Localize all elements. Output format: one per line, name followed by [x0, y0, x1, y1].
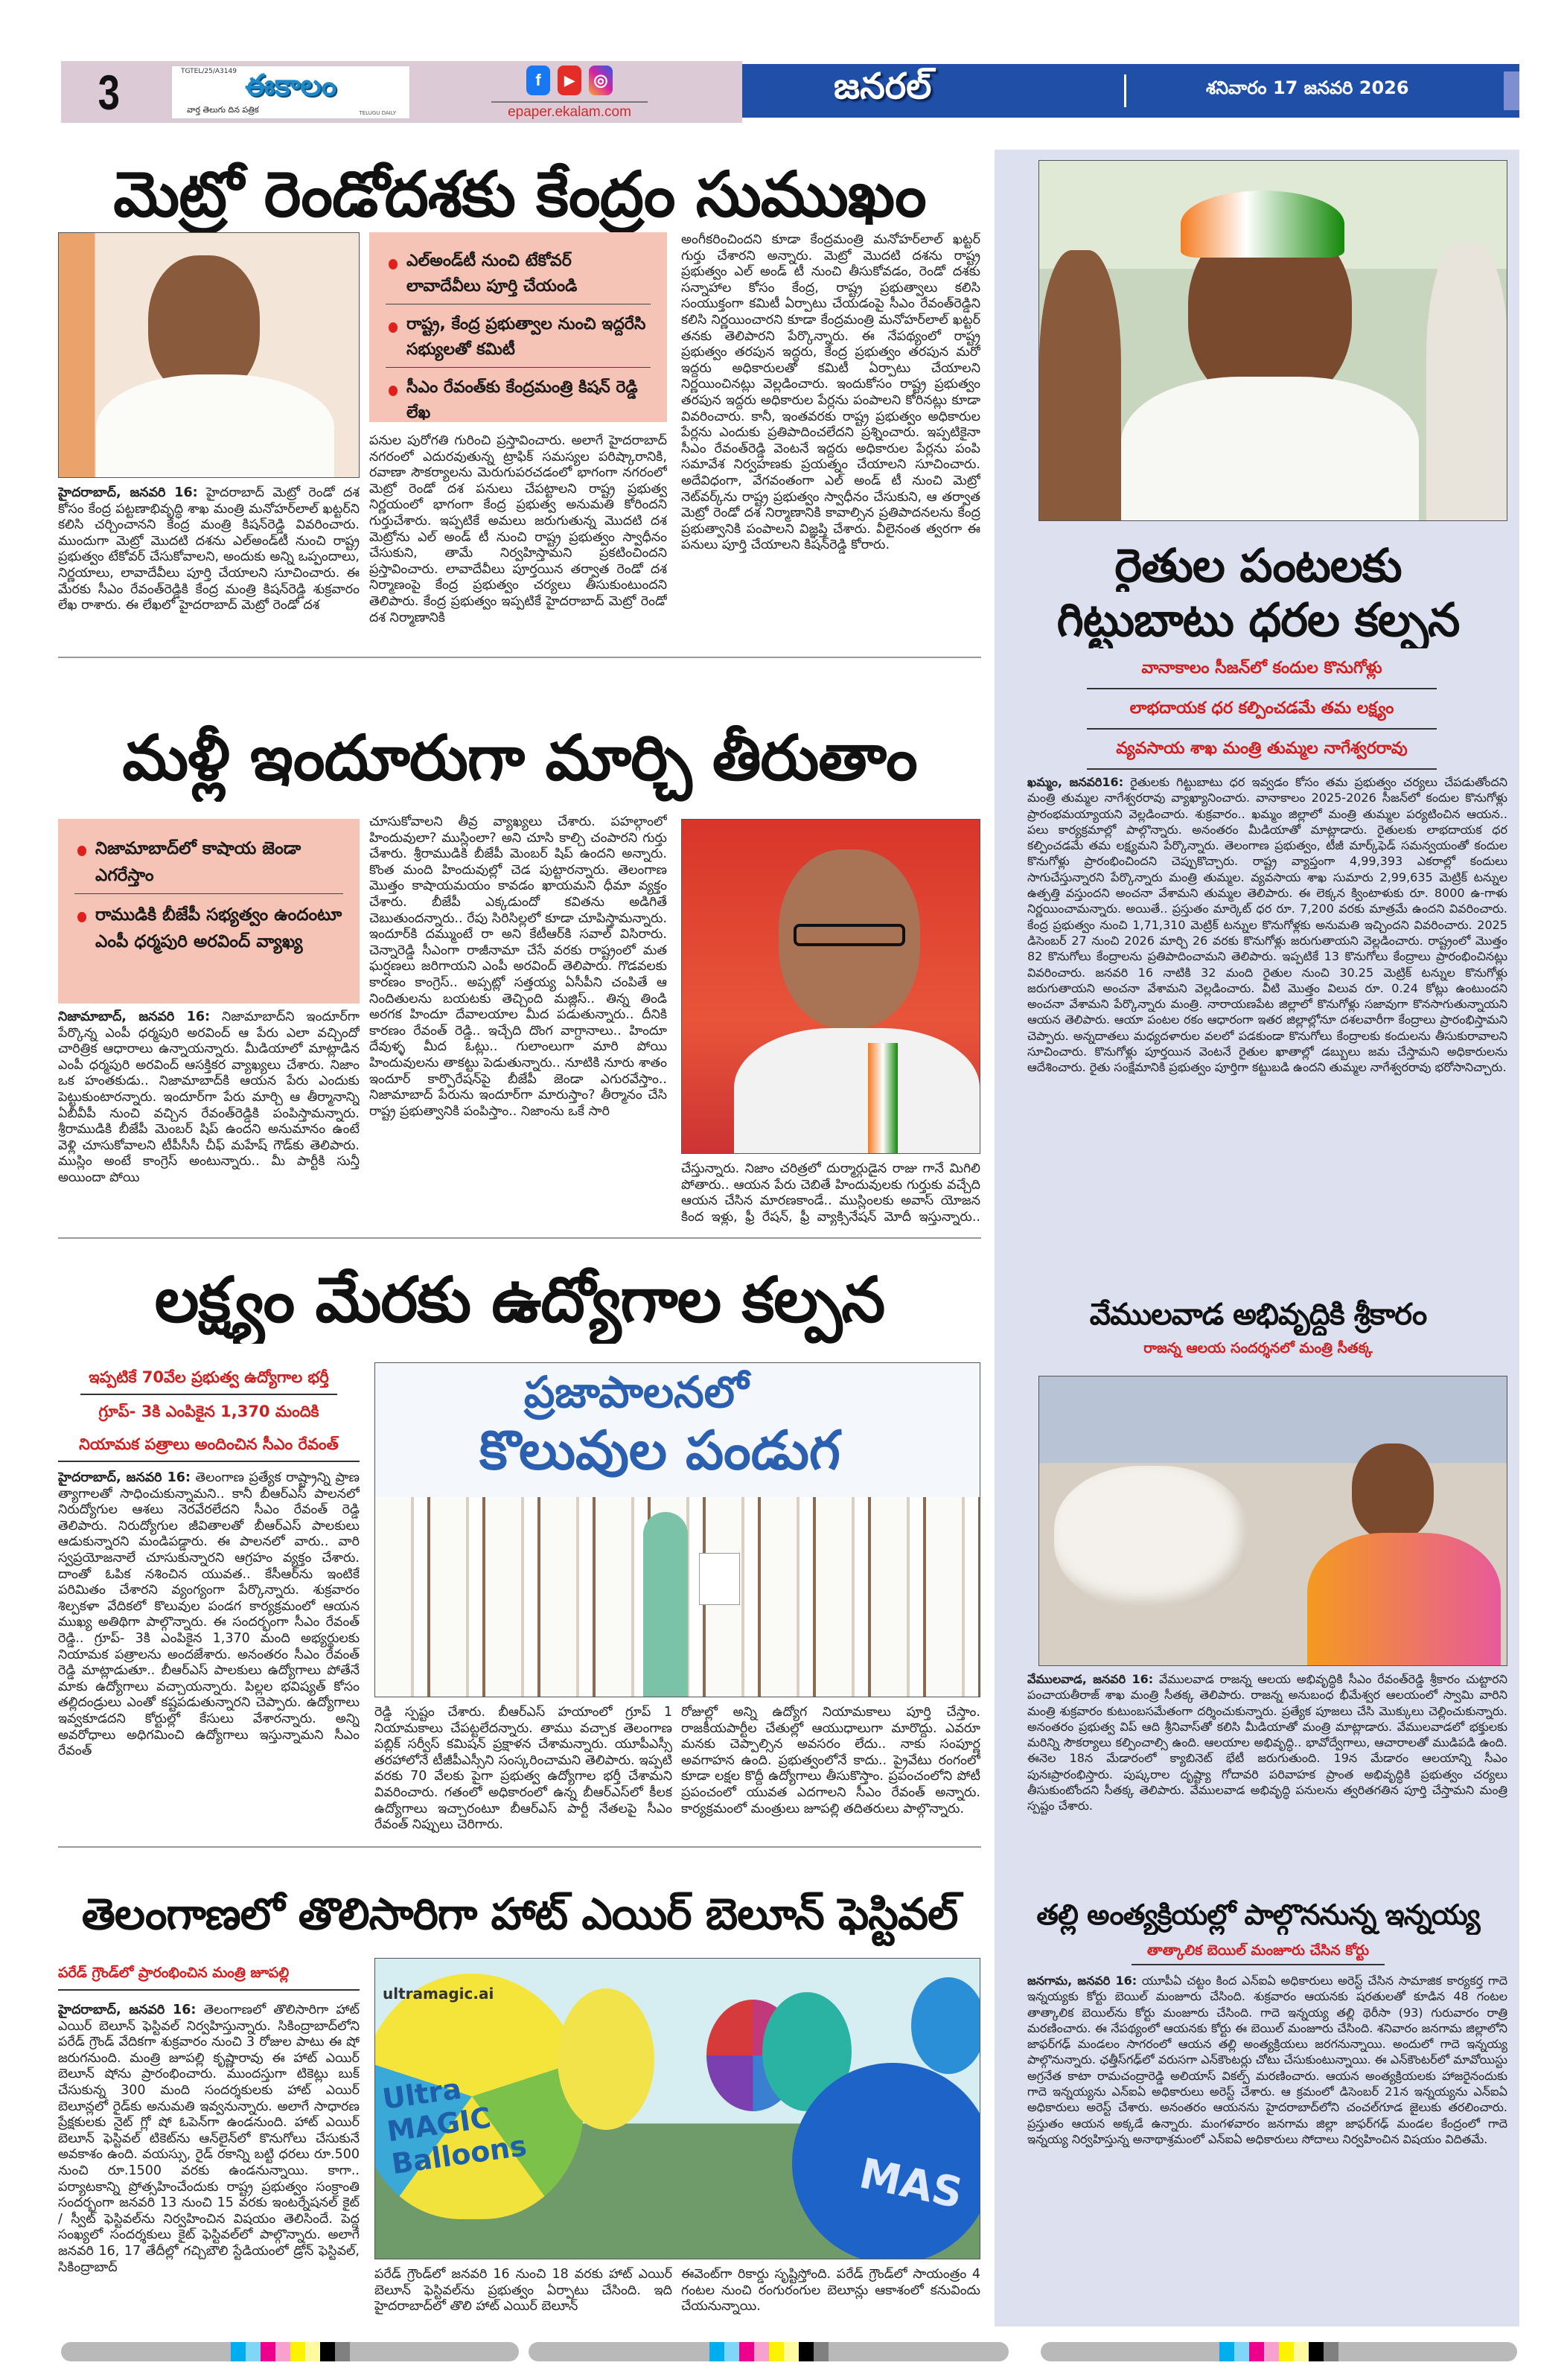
indur-body-col1 — [58, 1009, 360, 1225]
instagram-icon[interactable]: ◎ — [589, 66, 613, 95]
color-registration-swatch — [290, 2342, 305, 2361]
registration-bar-right — [1041, 2342, 1517, 2361]
jobs-subhead: ఇప్పటికే 70వేల ప్రభుత్వ ఉద్యోగాల భర్తీ — [80, 1361, 337, 1395]
highlight-bullet: నిజామాబాద్‌లో కాషాయ జెండా ఎగరేస్తాం — [74, 832, 343, 894]
vemulawada-body — [1027, 1671, 1507, 1880]
jobs-subheads — [58, 1361, 360, 1462]
tummala-photo — [1038, 160, 1507, 521]
photo-banner-text: కొలువుల పండుగ — [479, 1419, 840, 1481]
body-text: హైదరాబాద్ మెట్రో రెండో దశ కోసం కేంద్ర పట్టణాభివృద్ధి శాఖ మంత్రి మనోహర్‌లాల్ ఖట్టర్‌ని కలిసి చర్చించానని కేంద్ర మంత్రి కిషన్‌రెడ్డి వివరించారు. ముందుగా మెట్రో మొదటి దశను ఎల్‌అండ్‌టీ నుంచి రాష్ట్ర ప్రభుత్వం టేకోవర్ చేసుకోవాలని, అందుకు అన్ని ఒప్పందాలు, నిర్ణయాలు, లావాదేవీలు పూర్తి చేయాలని సూచించారు. ఈ మేరకు సీఎం రేవంత్‌రెడ్డికి కేంద్ర మంత్రి కిషన్‌రెడ్డి శుక్రవారం లేఖ రాశారు. ఈ లేఖలో హైదరాబాద్ మెట్రో రెండో దశ — [58, 485, 360, 613]
color-registration-swatch — [1219, 2342, 1234, 2361]
farmers-headline-line2: గిట్టుబాటు ధరల కల్పన — [1056, 593, 1460, 647]
color-registration-swatch — [261, 2342, 275, 2361]
body-text: తెలంగాణలో తొలిసారిగా హాట్ ఎయిర్ బెలూన్ ఫెస్టివల్ నిర్వహిస్తున్నారు. సికింద్రాబాద్‌లోని పరేడ్ గ్రౌండ్ వేదికగా శుక్రవారం నుంచి 3 రోజుల పాటు ఈ షో జరుగనుంది. మంత్రి జూపల్లి కృష్ణారావు ఈ హాట్ ఎయిర్ బెలూన్ షోను ప్రారంభించారు. ముందస్తుగా టికెట్లు బుక్ చేసుకున్న 300 మంది సందర్శకులకు హాట్ ఎయిర్ బెలూన్లలో రైడ్‌కు అనుమతి ఇవ్వనున్నారు. అలాగే సాధారణ ప్రేక్షకులకు నైట్ గ్లో షో ఓపెన్‌గా ఉండనుంది. హాట్ ఎయిర్ బెలూన్ ఫెస్టివల్ టికెట్‌ను ఆన్‌లైన్‌లో కొనుగోలు చేసుకునే అవకాశం ఉంది. వయస్సు, రైడ్ రకాన్ని బట్టి ధరలు రూ.500 నుంచి రూ.1500 వరకు ఉండనున్నాయి. కాగా.. పర్యాటకాన్ని ప్రోత్సహించేందుకు రాష్ట్ర ప్రభుత్వం సంక్రాంతి సందర్భంగా జనవరి 13 నుంచి 15 వరకు ఇంటర్నేషనల్ కైట్ / స్వీట్ ఫెస్టివల్‌ను నిర్వహించిన విషయం తెలిసిందే. పెద్ద సంఖ్యలో సందర్శకులు కైట్ ఫెస్టివల్‌లో పాల్గొన్నారు. అలాగే జనవరి 16, 17 తేదీల్లో గచ్చిబౌలి స్టేడియంలో డ్రోన్ ఫెస్టివల్, సికింద్రాబాద్ — [58, 2003, 360, 2275]
seethakka-temple-photo — [1038, 1376, 1507, 1666]
section-divider — [58, 657, 981, 658]
job-letters-event-photo — [374, 1362, 980, 1697]
color-registration-swatch — [814, 2342, 829, 2361]
dateline: జనగామ, జనవరి 16: — [1027, 1974, 1137, 1988]
indur-body-col3: చేస్తున్నారు. నిజాం చరిత్రలో దుర్మార్గుడైన రాజు గానే మిగిలి పోతారు.. ఆయన పేరు చెబితే హిందువులకు గుర్తుకు వచ్చేది ఆయన చేసిన మారణకాండే.. ముస్లింలకు అవాస్ యోజన కింద ఇళ్లు, ఫ్రీ రేషన్, ఫ్రీ వ్యాక్సినేషన్ మోదీ ఇస్తున్నారు.. — [681, 1161, 980, 1225]
color-registration-swatch — [799, 2342, 814, 2361]
jobs-body-col3: రోజుల్లో అన్ని ఉద్యోగ నియామకాలు పూర్తి చేస్తాం. రాజకీయపార్టీల చేతుల్లో ఆయుధాలుగా మారొద్దు. ఎవరూ మనకు చెప్పాల్సిన అవసరం లేదు.. నాకు సంపూర్ణ అవగాహన ఉంది. ప్రభుత్వంలోనే కాదు.. ప్రైవేటు రంగంలో కూడా లక్షల కొద్దీ ఉద్యోగాలు తీసుకొస్తాం. ప్రపంచంలోని పోటీ ప్రపంచంలో యువత ఎదగాలని సీఎం రేవంత్ అన్నారు. కార్యక్రమంలో మంత్రులు జూపల్లి తదితరులు పాల్గొన్నారు. — [681, 1705, 980, 1816]
balloon-body-col1 — [58, 2003, 360, 2321]
highlight-bullet: రాష్ట్ర, కేంద్ర ప్రభుత్వాల నుంచి ఇద్దరేసి సభ్యులతో కమిటీ — [386, 309, 651, 368]
color-registration-swatch — [769, 2342, 784, 2361]
section-title: జనరల్ — [834, 66, 932, 107]
color-registration-swatch — [305, 2342, 320, 2361]
body-text: యూపీఏ చట్టం కింద ఎన్ఐఏ అధికారులు అరెస్ట్ చేసిన సామాజిక కార్యకర్త గాదె ఇన్నయ్యకు కోర్టు బెయిల్ మంజూరు చేసింది. శుక్రవారం ఆయనకు షరతులతో కూడిన 48 గంటల తాత్కాలిక బెయిల్‌ను కోర్టు మంజూరు చేసింది. గాదె ఇన్నయ్య తల్లి థెరీసా (93) గురువారం రాత్రి మరణించారు. ఈ నేపథ్యంలో ఆయనకు కోర్టు ఈ బెయిల్ మంజూరు చేసింది. శనివారం జనగామ జిల్లాలోని జాఫర్‌గఢ్ మండలం సాగరంలో ఆయన తల్లి అంత్యక్రియలు జరగనున్నాయి. అందులో గాదె ఇన్నయ్య పాల్గొనున్నారు. ఛత్తీస్‌గఢ్‌లో వరుసగా ఎన్‌కౌంటర్లు చోటు చేసుకుంటున్నాయి. ఈ ఎన్‌కౌంటర్‌లో మావోయిస్టు అగ్రనేత కాటా రామచంద్రారెడ్డి అలియాస్ వికల్ప్ మరణించారు. ఆయన అంత్యక్రియలకు హాజరైనందుకు గాదె ఇన్నయ్యను ఎన్ఐఏ అధికారులు అరెస్ట్ చేశారు. ఆ క్రమంలో డిసెంబర్ 21న ఇన్నయ్యను ఎన్ఐఏ అధికారులు అరెస్ట్ చేశారు. అనంతరం ఆయనను హైదరాబాద్‌లోని చంచల్‌గూడ జైలుకు తరలించారు. ప్రస్తుతం ఆయన అక్కడే ఉన్నారు. మంగళవారం జనగామ జిల్లా జాఫర్‌గఢ్ మండల కేంద్రంలో గాదె ఇన్నయ్య నిర్వహిస్తున్న అనాథాశ్రమంలో ఎన్ఐఏ అధికారులు సోదాలు నిర్వహించిన విషయం విదితమే. — [1027, 1974, 1507, 2146]
jobs-headline: లక్ష్యం మేరకు ఉద్యోగాల కల్పన — [154, 1263, 885, 1336]
balloon-subhead: పరేడ్ గ్రౌండ్‌లో ప్రారంభించిన మంత్రి జూపల్లి — [58, 1956, 360, 1991]
kishan-reddy-photo — [58, 232, 360, 478]
body-text: తెలంగాణ ప్రత్యేక రాష్ట్రాన్ని ప్రాణ త్యాగాలతో సాధించుకున్నామని.. కానీ బీఆర్ఎస్ పాలనలో నిరుద్యోగుల ఆశలు నెరవేరలేదని సీఎం రేవంత్ రెడ్డి తెలిపారు. నిరుద్యోగుల జీవితాలతో బీఆర్ఎస్ పాలకులు ఆడుకున్నారని మండిపడ్డారు. ఈ పాలనలో వారు.. వారి స్వప్రయోజనాలే చూసుకున్నారని ఆగ్రహం వ్యక్తం చేశారు. దాంతో ఓపిక నశించిన యువత.. కేసీఆర్‌ను ఇంటికే పరిమితం చేశారని వ్యంగ్యంగా పేర్కొన్నారు. శుక్రవారం శిల్పకళా వేదికలో కొలువుల పండగ కార్యక్రమంలో ఆయన ముఖ్య అతిథిగా పాల్గొన్నారు. ఈ సందర్భంగా సీఎం రేవంత్ రెడ్డి.. గ్రూప్- 3కి ఎంపికైన 1,370 మంది అభ్యర్థులకు నియామక పత్రాలను అందజేశారు. అనంతరం సీఎం రేవంత్ రెడ్డి మాట్లాడుతూ.. బీఆర్ఎస్ పాలకులు ఉద్యోగాలు పోతేనే మాకు ఉద్యోగాలు వచ్చాయన్నారు. పిల్లల భవిష్యత్ కోసం తల్లిదండ్రులు ఎంతో కష్టపడుతున్నారని చెప్పారు. ఉద్యోగాలు ఇవ్వకూడదని కోర్టుల్లో కేసులు వేశారన్నారు. అన్ని అవరోధాలు అధిగమించి ఉద్యోగాలు ఇస్తున్నామని సీఎం రేవంత్ — [58, 1470, 360, 1759]
dateline: హైదరాబాద్, జనవరి 16: — [58, 2003, 197, 2017]
indur-highlights-box — [58, 819, 360, 1004]
issue-date: శనివారం 17 జనవరి 2026 — [1206, 77, 1409, 98]
color-registration-swatch — [1279, 2342, 1294, 2361]
balloon-headline: తెలంగాణలో తొలిసారిగా హాట్ ఎయిర్ బెలూన్ ఫెస్టివల్ — [81, 1889, 958, 1939]
color-registration-swatch — [1294, 2342, 1309, 2361]
logo-registration: TGTEL/25/A3149 — [181, 68, 237, 75]
color-registration-swatch — [1234, 2342, 1249, 2361]
section-divider — [58, 1237, 981, 1239]
body-text: నిజామాబాద్‌ని ఇందూర్‌గా పేర్కొన్న ఎంపీ ధర్మపురి అరవింద్ ఆ పేరు ఎలా వచ్చిందో చారిత్రిక ఆధారాలు ఉన్నాయన్నారు. మీడియాలో మాట్లాడిన ఎంపీ ధర్మపురి అరవింద్ ఆసక్తికర వ్యాఖ్యలు చేశారు. నిజాం ఒక హంతకుడు.. నిజామాబాద్‌కి ఆయన పేరు ఎందుకు పెట్టుకుంటారన్నారు. ఇందూర్‌గా పేరు మార్చి ఆ తీర్మానాన్ని ఏబీవీపీ నుంచి వచ్చిన రేవంత్‌రెడ్డికి పంపిస్తామన్నారు. శ్రీరాముడికి బీజేపీ మెంబర్ షిప్ ఉందని అనుమానం ఉంటే వెళ్లి చూసుకోవాలని టీపీసీసీ చీఫ్ మహేష్ గౌడ్‌కు తెలిపారు. ముస్లిం అంటే కాంగ్రెస్ అంటున్నారు.. మీ పార్టీకి సున్తీ అయిందా పోయి — [58, 1009, 360, 1185]
balloon-body-col3: ఈవెంట్‌గా రికార్డు సృష్టిస్తోంది. పరేడ్ గ్రౌండ్‌లో సాయంత్రం 4 గంటల నుంచి రంగురంగుల బెలూన్లు ఆకాశంలో కనువిందు చేయనున్నాయి. — [681, 2267, 980, 2314]
color-registration-swatch — [1249, 2342, 1264, 2361]
color-registration-swatch — [724, 2342, 739, 2361]
page-number: 3 — [98, 65, 121, 120]
metro-body-col2: పనుల పురోగతి గురించి ప్రస్తావించారు. అలాగే హైదరాబాద్ నగరంలో ఎదురవుతున్న ట్రాఫిక్ సమస్యల పరిష్కారానికి, రవాణా సౌకర్యాలను మెరుగుపరచడంలో భాగంగా నగరంలో మెట్రో రెండో దశ పనులు చేపట్టాలని రాష్ట్ర ప్రభుత్వ నిర్ణయంలో భాగంగా కేంద్ర ప్రభుత్వ అనుమతి కోరిందని గుర్తుచేశారు. ఇప్పటికే అమలు జరుగుతున్న మొదటి దశ మెట్రోను ఎల్ అండ్ టీ నుంచి రాష్ట్ర ప్రభుత్వం స్వాధీనం చేసుకుని, తామే నిర్వహిస్తామని ప్రకటించిందని ప్రస్తావించారు. లావాదేవీలు పూర్తయిన తర్వాత రెండో దశ నిర్మాణంపై కేంద్ర ప్రభుత్వం చర్యలు తీసుకుంటుందని తెలిపారు. కేంద్ర ప్రభుత్వం ఇప్పటికే హైదరాబాద్ మెట్రో రెండో దశ నిర్మాణానికి — [369, 433, 667, 625]
color-registration-swatch — [754, 2342, 769, 2361]
photo-text: Ultra MAGIC Balloons — [380, 2072, 529, 2181]
color-registration-swatch — [1309, 2342, 1324, 2361]
color-registration-swatch — [739, 2342, 754, 2361]
social-links — [506, 66, 633, 95]
innaiah-subhead: తాత్కాలిక బెయిల్ మంజూరు చేసిన కోర్టు — [1132, 1937, 1385, 1965]
photo-banner-text: ప్రజాపాలనలో — [524, 1367, 749, 1417]
color-registration-swatch — [709, 2342, 724, 2361]
indur-body-col2: చూసుకోవాలని తీవ్ర వ్యాఖ్యలు చేశారు. పహల్గాంలో హిందువులా? ముస్లింలా? అని చూసి కాల్చి చంపారని గుర్తు చేశారు. శ్రీరాముడికి బీజేపీ మెంబర్ షిప్ ఉందని అన్నారు. కొంత మంది హిందువుల్లో చెడ పుట్టారన్నారు. తెలంగాణ మొత్తం కాషాయమయం కావడం ఖాయమని ధీమా వ్యక్తం చేశారు. బీజేపీ ఎక్కడుందో కవితను అడిగితే చెబుతుందన్నారు.. రేపు సిరిసిల్లలో కూడా చూపిస్తామన్నారు. ఇందూర్‌కి దమ్ముంటే రా అని కేటీఆర్‌కి సవాల్ విసిరారు. చెన్నారెడ్డి సీఎంగా రాజీనామా చేసే వరకు రాష్ట్రంలో మత ఘర్షణలు జరిగాయని ఎంపీ అరవింద్ తెలిపారు. గొడవలకు కారణం కాంగ్రెస్.. అప్పట్లో సత్తయ్య ఏసీపీని చంపితే ఆ నిందితులను బయటకు తెచ్చింది మజ్లిస్.. తిన్న తిండి అరగక హిందూ దేవాలయాల మీద పడుతున్నారు.. దీనికి కారణం రేవంత్ రెడ్డి.. ఇచ్చేది దొంగ వాగ్దానాలు.. హిందూ దేవుళ్ళ మీద ఓట్లు.. గులాంలుగా మారి పోయి హిందువులను తాకట్టు పెడుతున్నారు.. నూటికి నూరు శాతం ఇందూర్ కార్పొరేషన్‌పై బీజేపీ జెండా ఎగురవేస్తాం.. నిజామాబాద్ పేరును ఇందూర్‌గా మారుస్తాం? తీర్మానం చేసి రాష్ట్ర ప్రభుత్వానికి పంపిస్తాం.. నిజాంను ఒకే సారి — [369, 814, 667, 1119]
youtube-icon[interactable]: ▶ — [558, 66, 581, 95]
logo-tagline: వార్త తెలుగు దిన పత్రిక — [187, 105, 259, 115]
highlight-bullet: సీఎం రేవంత్‌కు కేంద్రమంత్రి కిషన్ రెడ్డి లేఖ — [386, 372, 651, 430]
color-registration-swatch — [1264, 2342, 1279, 2361]
jobs-subhead: గ్రూప్- 3కి ఎంపికైన 1,370 మందికి — [98, 1403, 319, 1420]
highlight-bullet: రాముడికి బీజేపీ సభ్యత్వం ఉందంటూ ఎంపీ ధర్మపురి అరవింద్ వ్యాఖ్య — [74, 899, 343, 960]
vemulawada-subhead: రాజన్న ఆలయ సందర్శనలో మంత్రి సీతక్క — [1143, 1340, 1373, 1356]
farmers-subhead: వానాకాలం సీజన్‌లో కందుల కొనుగోళ్లు — [1087, 649, 1437, 689]
dateline: హైదరాబాద్, జనవరి 16: — [58, 485, 198, 500]
logo-text: ఈకాలం — [244, 68, 337, 103]
jobs-body-col2: రెడ్డి స్పష్టం చేశారు. బీఆర్ఎస్ హయాంలో గ్రూప్ 1 నియామకాలు చేపట్టలేదన్నారు. తాము వచ్చాక తెలంగాణ పబ్లిక్ సర్వీస్ కమిషన్ ప్రక్షాళన చేశామన్నారు. యూపీఎస్సీ తరహాలోనే టీజీపీఎస్సీని సంస్కరించామని తెలిపారు. ఇప్పటి వరకు 70 వేలకు పైగా ప్రభుత్వ ఉద్యోగాల భర్తీ చేశామని వివరించారు. గతంలో అధికారంలో ఉన్న బీఆర్ఎస్‌లో కీలక ఉద్యోగాలు ఇచ్చారంటూ బీఆర్ఎస్ పార్టీ నేతలపై సీఎం రేవంత్ నిప్పులు చెరిగారు. — [374, 1705, 672, 1833]
dateline: వేములవాడ, జనవరి 16: — [1027, 1672, 1154, 1686]
vemulawada-headline: వేములవాడ అభివృద్ధికి శ్రీకారం — [1089, 1298, 1427, 1332]
farmers-headline-line1: రైతుల పంటలకు — [1114, 540, 1402, 592]
jobs-subhead: నియామక పత్రాలు అందించిన సీఎం రేవంత్ — [58, 1428, 360, 1462]
metro-highlights-box — [369, 232, 667, 422]
metro-body-col1 — [58, 485, 360, 648]
section-divider — [58, 1846, 981, 1848]
farmers-subhead: లాభదాయక ధర కల్పించడమే తమ లక్ష్యం — [1087, 689, 1437, 730]
innaiah-headline: తల్లి అంత్యక్రియల్లో పాల్గొననున్న ఇన్నయ్య — [1036, 1898, 1480, 1931]
color-registration-swatch — [246, 2342, 261, 2361]
innaiah-body — [1027, 1973, 1507, 2308]
website-link[interactable]: epaper.ekalam.com — [491, 101, 648, 121]
farmers-subheads — [1087, 649, 1437, 770]
indur-headline: మళ్లీ ఇందూరుగా మార్చి తీరుతాం — [122, 721, 917, 794]
dateline: నిజామాబాద్, జనవరి 16: — [58, 1009, 211, 1024]
body-text: వేములవాడ రాజన్న ఆలయ అభివృద్ధికి సీఎం రేవంత్‌రెడ్డి శ్రీకారం చుట్టారని పంచాయతీరాజ్ శాఖ మంత్రి సీతక్క తెలిపారు. రాజన్న అనుబంధ భీమేశ్వర ఆలయంలో స్వామి వారిని మంత్రి శుక్రవారం కుటుంబసమేతంగా దర్శించుకున్నారు. ప్రత్యేక పూజలు చేసి మొక్కులు చెల్లించుకున్నారు. అనంతరం ప్రభుత్వ విప్ ఆది శ్రీనివాస్‌తో కలిసి మీడియాతో మంత్రి మాట్లాడారు. వేములవాడలో భక్తులకు మరిన్ని సౌకర్యాలు కల్పించాల్సి ఉంది. ఆలయాల అభివృద్ధి.. భావోద్వేగాలు, ఆచారాలతో ముడిపడి ఉంది. ఈనెల 18న మేడారంలో క్యాబినెట్ భేటీ జరుగుతుంది. 19న మేడారం ఆలయాన్ని సీఎం పునఃప్రారంభిస్తారు. పుష్కరాల దృష్ట్యా గోదావరి పరివాహక ప్రాంత అభివృద్ధికి ప్రభుత్వం చర్యలు తీసుకుంటోందని సీతక్క తెలిపారు. వేములవాడ అభివృద్ధి పనులను త్వరితగతిన పూర్తి చేస్తామని మంత్రి స్పష్టం చేశారు. — [1027, 1672, 1507, 1813]
header-tab — [1504, 71, 1519, 110]
farmers-subhead: వ్యవసాయ శాఖ మంత్రి తుమ్మల నాగేశ్వరరావు — [1087, 730, 1437, 770]
color-registration-swatch — [784, 2342, 799, 2361]
dateline: హైదరాబాద్, జనవరి 16: — [58, 1470, 191, 1485]
facebook-icon[interactable]: f — [526, 66, 550, 95]
color-registration-swatch — [1324, 2342, 1338, 2361]
registration-bar-middle — [529, 2342, 1009, 2361]
color-registration-swatch — [231, 2342, 246, 2361]
metro-body-col3: అంగీకరించిందని కూడా కేంద్రమంత్రి మనోహర్‌లాల్ ఖట్టర్ గుర్తు చేశారని అన్నారు. మెట్రో మొదటి దశను రాష్ట్ర ప్రభుత్వం ఎల్ అండ్ టీ నుంచి తీసుకోవడం, రెండో దశకు సన్నాహాల కోసం కేంద్ర, రాష్ట్ర ప్రభుత్వాలు కలిసి సంయుక్తంగా కమిటీ ఏర్పాటు చేయడంపై సీఎం రేవంత్‌రెడ్డిని కలిసి నిర్ణయించారని కూడా కేంద్రమంత్రి మనోహర్‌లాల్ ఖట్టర్ తనకు తెలిపారని పేర్కొన్నారు. ఈ నేపథ్యంలో రాష్ట్ర ప్రభుత్వం తరపున ఇద్దరు, కేంద్ర ప్రభుత్వం తరపున మరో ఇద్దరు అధికారులతో కమిటీ ఏర్పాటు చేయాలని నిర్ణయించినట్లు వెల్లడించారు. ఇందుకోసం రాష్ట్ర ప్రభుత్వం తరపున ఇద్దరు అధికారుల పేర్లను పంపాలని కోరినట్లు కూడా వివరించారు. కానీ, ఇంతవరకు రాష్ట్ర ప్రభుత్వం అధికారుల పేర్లను ఎందుకు ప్రతిపాదించలేదని ప్రశ్నించారు. ఇప్పటికైనా సీఎం రేవంత్‌రెడ్డి వెంటనే ఇద్దరు అధికారుల పేర్లను పంపి సమావేశ నిర్వహణకు ప్రయత్నం చేయాలని సూచించారు. అదేవిధంగా, వేగవంతంగా ఎల్ అండ్ టీ నుంచి మెట్రో నెట్‌వర్క్‌ను రాష్ట్ర ప్రభుత్వం స్వాధీనం చేసుకుని, ఆ తర్వాత మెట్రో రెండో దశ నిర్మాణానికి కావాల్సిన ప్రతిపాదనలను కేంద్ర ప్రభుత్వానికి పంపాలని విజ్ఞప్తి చేశారు. వీలైనంత త్వరగా ఈ పనులు పూర్తి చేయాలని కిషన్‌రెడ్డి కోరారు. — [681, 232, 980, 553]
farmers-body — [1027, 774, 1507, 1288]
photo-text: ultramagic.ai — [383, 1985, 494, 2003]
registration-bar-left — [61, 2342, 519, 2361]
color-registration-swatch — [320, 2342, 335, 2361]
color-registration-swatch — [335, 2342, 350, 2361]
jobs-body-col1 — [58, 1470, 360, 1835]
color-registration-swatch — [275, 2342, 290, 2361]
dateline: ఖమ్మం, జనవరి16: — [1027, 775, 1124, 789]
highlight-bullet: ఎల్అండ్‌టీ నుంచి టేకోవర్ లావాదేవీలు పూర్తి చేయండి — [386, 246, 651, 304]
photo-text: MAS — [855, 2149, 967, 2218]
newspaper-logo[interactable] — [171, 66, 410, 119]
logo-daily: TELUGU DAILY — [359, 110, 396, 116]
header-divider — [1124, 74, 1126, 107]
metro-headline: మెట్రో రెండోదశకు కేంద్రం సుముఖం — [113, 158, 926, 231]
hot-air-balloon-photo — [374, 1958, 980, 2259]
arvind-photo — [681, 819, 980, 1154]
body-text: రైతులకు గిట్టుబాటు ధర ఇవ్వడం కోసం తమ ప్రభుత్వం చర్యలు చేపడుతోందని మంత్రి తుమ్మల నాగేశ్వరరావు వ్యాఖ్యానించారు. వానాకాలం 2025-2026 సీజన్‌లో కందుల కొనుగోళ్లు ప్రారంభమయ్యాయని వెల్లడించారు. శుక్రవారం.. ఖమ్మం జిల్లాలో మంత్రి తుమ్మల పర్యటించిన ఆయన.. పలు కార్యక్రమాల్లో పాల్గొన్నారు. అనంతరం మీడియాతో మాట్లాడారు. రైతులకు లాభదాయక ధర కల్పించడమే తమ లక్ష్యమని పేర్కొన్నారు. తెలంగాణ ప్రభుత్వం, టీజీ మార్క్‌ఫెడ్ సమన్వయంతో కందుల కొనుగోళ్లు ప్రారంభించిందని చెప్పుకొచ్చారు. రాష్ట్ర వ్యాప్తంగా 4,99,393 ఎకరాల్లో కందులు సాగుచేస్తున్నారని పేర్కొన్నారు మంత్రి తుమ్మల. వ్యవసాయ శాఖ సుమారు 2,99,635 మెట్రిక్ టన్నుల ఉత్పత్తి వస్తుందని అంచనా వేశామని తుమ్మల తెలిపారు. ఈ లెక్కన క్వింటాళుకు రూ. 8000 ఉ-గాళు నిర్ణయించామన్నారు. అయితే.. ప్రస్తుతం మార్కెట్ ధర రూ. 7,200 వరకు మాత్రమే ఉందని వివరించారు. కేంద్ర ప్రభుత్వం నుంచి 1,71,310 మెట్రిక్ టన్నుల కొనుగోళ్లకు అనుమతి ఇచ్చిందని వివరించారు. 2025 డిసెంబర్ 27 నుంచి 2026 మార్చి 26 వరకు కొనుగోళ్లు జరుగుతాయని వెల్లడించారు. రాష్ట్రంలో మొత్తం 82 కొనుగోలు కేంద్రాలను ప్రతిపాదించామని తెలిపారు. ఇప్పటికే 13 కొనుగోలు కేంద్రాలు ప్రారంభించినట్లు వివరించారు. జనవరి 16 నాటికి 32 మంది రైతుల నుంచి 30.25 మెట్రిక్ టన్నుల కొనుగోళ్లు జరుగుతాయని అంచనా వేశామని వెల్లడించారు. వీటి మొత్తం విలువ రూ. 0.24 కోట్లు ఉంటుందని అంచనా వేశామని పేర్కొన్నారు మంత్రి. నారాయణపేట జిల్లాలో కొనుగోళ్లు సజావుగా కొనసాగుతున్నాయని ఆయన తెలిపారు. ఆయా పంటల రకం ఆధారంగా ఇతర జిల్లాల్లోనూ దశలవారీగా కేంద్రాలు ప్రారంభిస్తామని చెప్పారు. అన్నదాతలు మధ్యదళారుల వలలో పడకుండా కొనుగోలు కేంద్రాలకు కందులను తీసుకురావాలని సూచించారు. కొనుగోళ్లు పూర్తయిన వెంటనే రైతుల ఖాతాల్లో డబ్బులు జమ చేస్తామని అధికారులను ఆదేశించారు. రైతు సంక్షేమానికి ప్రభుత్వం పూర్తిగా కట్టుబడి ఉందని తుమ్మల నాగేశ్వరరావు భరోసానిచ్చారు. — [1027, 775, 1507, 1075]
balloon-body-col2: పరేడ్ గ్రౌండ్‌లో జనవరి 16 నుంచి 18 వరకు హాట్ ఎయిర్ బెలూన్ ఫెస్టివల్‌ను ప్రభుత్వం ఏర్పాటు చేసింది. ఇది హైదరాబాద్‌లో తొలి హాట్ ఎయిర్ బెలూన్ — [374, 2267, 672, 2314]
